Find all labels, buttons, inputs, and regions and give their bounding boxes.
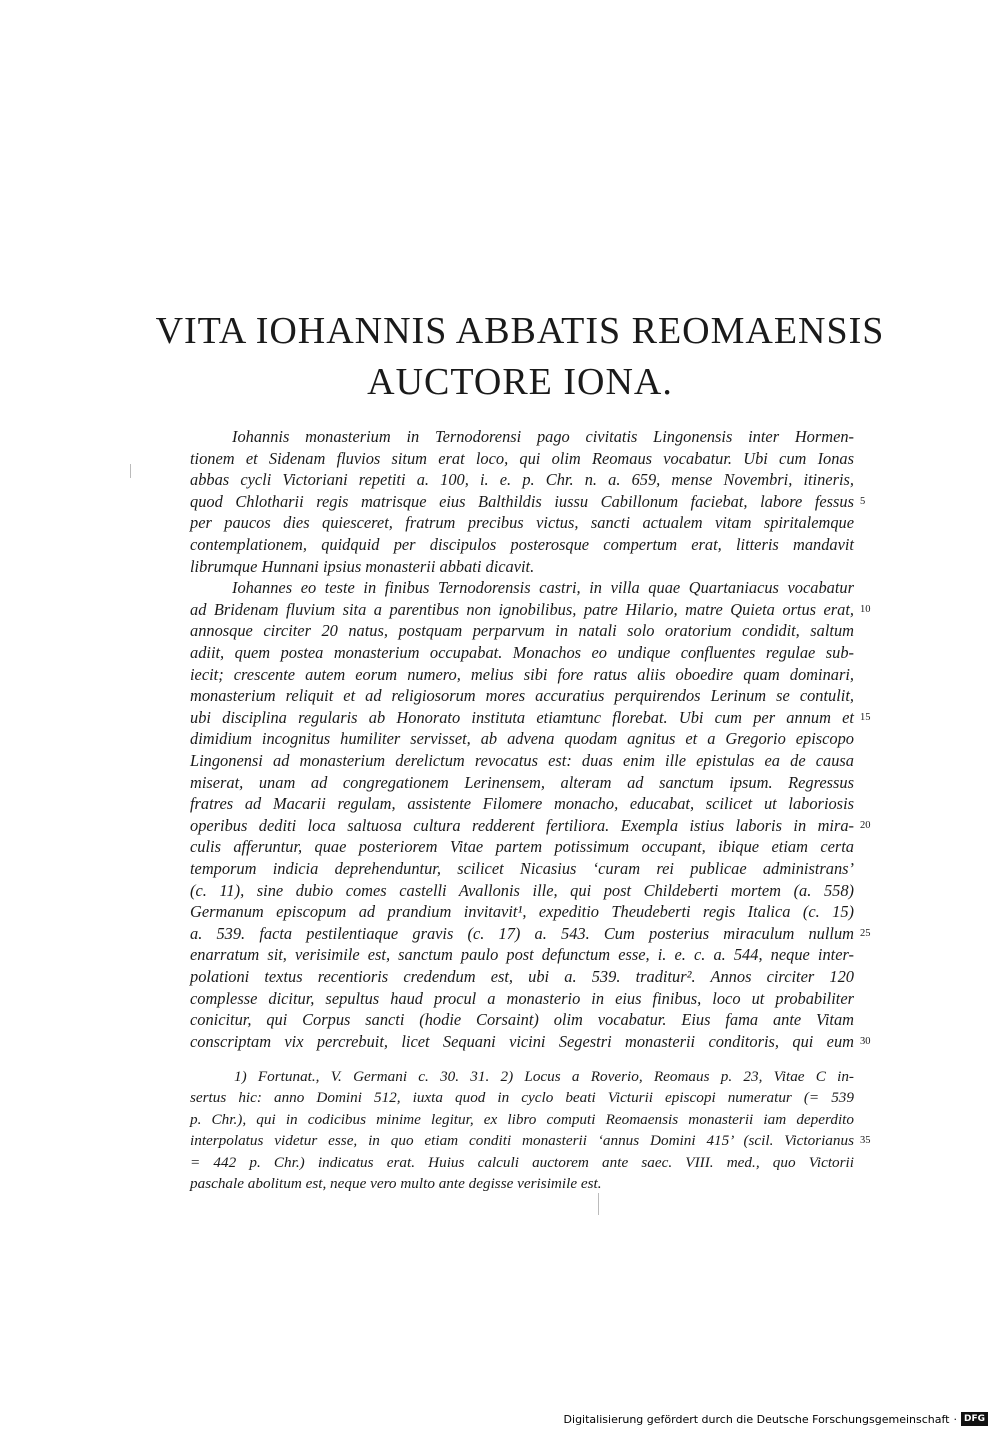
- body-line: temporum indicia deprehenduntur, scilicet Nicasius ‘curam rei publicae administrans’: [190, 859, 854, 878]
- body-line: conscriptam vix percrebuit, licet Sequani vicini Segestri monasterii conditoris, qui eum: [190, 1031, 854, 1051]
- body-line: ad Bridenam fluvium sita a parentibus non ignobilibus, patre Hilario, matre Quieta ortus erat,: [190, 599, 854, 619]
- body-line: tionem et Sidenam fluvios situm erat loco, qui olim Reomaus vocabatur. Ubi cum Ionas: [190, 448, 854, 468]
- body-line: fratres ad Macarii regulam, assistente Filomere monacho, educabat, scilicet ut laboriosis: [190, 794, 854, 814]
- body-line: adiit, quem postea monasterium occupabat. Monachos eo undique confluentes regulae sub-: [190, 643, 854, 662]
- body-line: operibus dediti loca saltuosa cultura redderent fertiliora. Exempla istius laboris in mira-: [190, 815, 854, 835]
- digitization-footer: [564, 1412, 988, 1426]
- scan-mark: [130, 464, 131, 478]
- line-number: 10: [860, 603, 871, 615]
- page-title-line-2: AUCTORE IONA.: [367, 361, 673, 403]
- line-number: 15: [860, 711, 871, 723]
- body-line: iecit; crescente autem eorum numero, melius sibi fore ratus aliis oboedire quam dominari,: [190, 664, 854, 684]
- line-number: 20: [860, 819, 871, 831]
- body-line: polationi textus recentioris credendum est, ubi a. 539. traditur². Annos circiter 120: [190, 967, 854, 986]
- line-number: 25: [860, 927, 871, 939]
- body-line: Germanum episcopum ad prandium invitavit¹, expeditio Theudeberti regis Italica (c. 15): [190, 902, 854, 922]
- body-line: ubi disciplina regularis ab Honorato instituta etiamtunc florebat. Ubi cum per annum et: [190, 707, 854, 727]
- line-number: 30: [860, 1035, 871, 1047]
- footnote-line: = 442 p. Chr.) indicatus erat. Huius calculi auctorem ante saec. VIII. med., quo Victorii: [190, 1153, 854, 1171]
- page-title-line-1: VITA IOHANNIS ABBATIS REOMAENSIS: [155, 310, 885, 352]
- body-line: Lingonensi ad monasterium derelictum revocatus est: duas enim ille epistulas ea de causa: [190, 751, 854, 770]
- footnote-line: paschale abolitum est, neque vero multo ante degisse verisimile est.: [190, 1175, 602, 1192]
- footnote-line: 1) Fortunat., V. Germani c. 30. 31. 2) Locus a Roverio, Reomaus p. 23, Vitae C in-: [234, 1068, 854, 1085]
- body-line: dimidium incognitus humiliter servisset, ab advena quodam agnitus et a Gregorio episcopo: [190, 729, 854, 749]
- body-line: contemplationem, quidquid per discipulos posterosque compertum erat, litteris mandavit: [190, 535, 854, 554]
- dfg-logo: DFG: [961, 1412, 988, 1426]
- footnote-line: interpolatus videtur esse, in quo etiam conditi monasterii ‘annus Domini 415’ (scil. Victorianus: [190, 1132, 854, 1150]
- body-line: Iohannis monasterium in Ternodorensi pago civitatis Lingonensis inter Hormen-: [232, 427, 854, 446]
- body-line: quod Chlotharii regis matrisque eius Balthildis iussu Cabillonum faciebat, labore fessus: [190, 491, 854, 511]
- body-line: (c. 11), sine dubio comes castelli Avallonis ille, qui post Childeberti mortem (a. 558): [190, 880, 854, 900]
- body-line: per paucos dies quiesceret, fratrum precibus victus, sancti actualem vitam spiritalemque: [190, 513, 854, 533]
- body-line: miserat, unam ad congregationem Lerinensem, alteram ad sanctum ipsum. Regressus: [190, 772, 854, 792]
- footnote-line: p. Chr.), qui in codicibus minime legitur, ex libro computi Reomaensis monasterii iam deperdito: [190, 1110, 854, 1128]
- line-number: 5: [860, 495, 866, 507]
- footnote-line: sertus hic: anno Domini 512, iuxta quod in cyclo beati Victurii episcopi numeratur (= 539: [190, 1089, 854, 1107]
- footer-separator: ·: [953, 1412, 957, 1426]
- footer-text: Digitalisierung gefördert durch die Deutsche Forschungsgemeinschaft: [563, 1412, 950, 1426]
- body-line: abbas cycli Victoriani repetiti a. 100, i. e. p. Chr. n. a. 659, mense Novembri, itineris,: [190, 470, 854, 490]
- body-line: Iohannes eo teste in finibus Ternodorensis castri, in villa quae Quartaniacus vocabatur: [232, 578, 854, 598]
- body-line: complesse dicitur, sepultus haud procul a monasterio in eius finibus, loco ut probabiliter: [190, 988, 854, 1008]
- body-line: annosque circiter 20 natus, postquam perparvum in natali solo oratorium condidit, saltum: [190, 621, 854, 641]
- body-line: librumque Hunnani ipsius monasterii abbati dicavit.: [190, 556, 535, 576]
- body-line: a. 539. facta pestilentiaque gravis (c. 17) a. 543. Cum posterius miraculum nullum: [190, 923, 854, 943]
- scan-mark: [598, 1193, 599, 1215]
- body-line: enarratum sit, verisimile est, sanctum paulo post defunctum esse, i. e. c. a. 544, neque inter-: [190, 945, 854, 965]
- body-line: monasterium reliquit et ad religiosorum mores accuratius perquirendos Lerinum se contulit,: [190, 686, 854, 706]
- line-number: 35: [860, 1135, 871, 1147]
- body-line: culis afferuntur, quae posteriorem Vitae partem potissimum occupant, ibique etiam certa: [190, 837, 854, 857]
- body-line: conicitur, qui Corpus sancti (hodie Corsaint) olim vocabatur. Eius fama ante Vitam: [190, 1010, 854, 1030]
